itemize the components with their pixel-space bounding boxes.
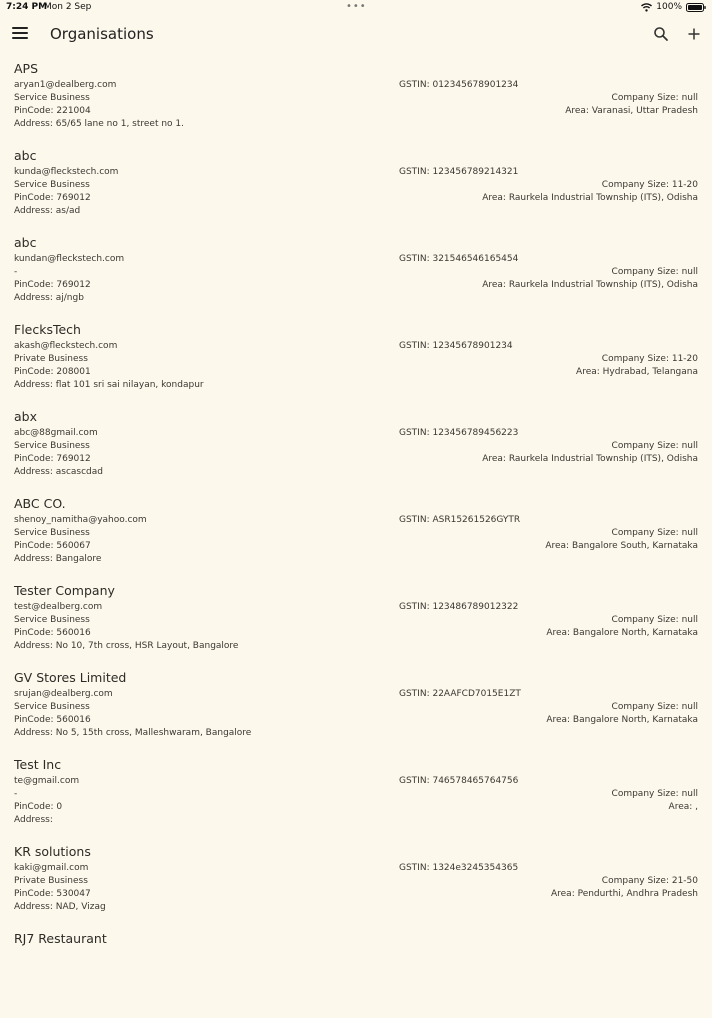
organisation-area: Area: Raurkela Industrial Township (ITS), Odisha — [482, 280, 698, 290]
organisation-area: Area: Raurkela Industrial Township (ITS), Odisha — [482, 454, 698, 464]
organisation-email: kunda@fleckstech.com — [14, 167, 119, 177]
organisation-company-size: Company Size: null — [611, 267, 698, 277]
organisation-pincode: PinCode: 0 — [14, 802, 63, 812]
organisation-email: aryan1@dealberg.com — [14, 80, 117, 90]
organisation-business-type: Service Business — [14, 93, 90, 103]
organisation-gstin: GSTIN: 123486789012322 — [399, 602, 519, 612]
menu-icon[interactable] — [12, 27, 28, 41]
organisation-company-size: Company Size: null — [611, 93, 698, 103]
organisation-gstin: GSTIN: ASR15261526GYTR — [399, 515, 521, 525]
organisation-area: Area: Raurkela Industrial Township (ITS), Odisha — [482, 193, 698, 203]
organisation-name: KR solutions — [14, 844, 91, 859]
organisation-area: Area: Bangalore South, Karnataka — [545, 541, 698, 551]
organisation-gstin: GSTIN: 12345678901234 — [399, 341, 513, 351]
organisation-name: Test Inc — [14, 757, 62, 772]
organisation-company-size: Company Size: 21-50 — [601, 876, 698, 886]
organisation-company-size: Company Size: 11-20 — [601, 354, 698, 364]
organisation-area: Area: , — [668, 802, 698, 812]
organisation-address: Address: ascascdad — [14, 467, 103, 477]
battery-icon — [686, 3, 706, 12]
organisation-email: te@gmail.com — [14, 776, 80, 786]
organisation-name: RJ7 Restaurant — [14, 931, 107, 946]
organisation-email: srujan@dealberg.com — [14, 689, 113, 699]
organisation-name: ABC CO. — [14, 496, 66, 511]
organisation-business-type: Private Business — [14, 354, 88, 364]
organisation-address: Address: flat 101 sri sai nilayan, kondapur — [14, 380, 204, 390]
organisation-area: Area: Bangalore North, Karnataka — [546, 628, 698, 638]
organisation-address: Address: 65/65 lane no 1, street no 1. — [14, 119, 185, 129]
organisation-company-size: Company Size: null — [611, 528, 698, 538]
organisation-card[interactable] — [0, 670, 712, 757]
organisation-company-size: Company Size: null — [611, 789, 698, 799]
page-title: Organisations — [50, 25, 154, 43]
organisation-area: Area: Hydrabad, Telangana — [576, 367, 698, 377]
organisation-gstin: GSTIN: 321546546165454 — [399, 254, 519, 264]
organisation-pincode: PinCode: 560016 — [14, 628, 91, 638]
organisation-card[interactable] — [0, 409, 712, 496]
organisation-pincode: PinCode: 221004 — [14, 106, 91, 116]
status-date: Mon 2 Sep — [44, 2, 92, 12]
organisation-pincode: PinCode: 769012 — [14, 193, 91, 203]
organisation-pincode: PinCode: 769012 — [14, 280, 91, 290]
organisation-card[interactable] — [0, 757, 712, 844]
organisation-company-size: Company Size: null — [611, 615, 698, 625]
organisation-address: Address: No 5, 15th cross, Malleshwaram, Bangalore — [14, 728, 252, 738]
organisation-business-type: Service Business — [14, 702, 90, 712]
organisation-business-type: - — [14, 267, 18, 277]
organisation-name: FlecksTech — [14, 322, 81, 337]
organisation-email: abc@88gmail.com — [14, 428, 98, 438]
organisation-card[interactable] — [0, 61, 712, 148]
organisation-company-size: Company Size: null — [611, 441, 698, 451]
organisation-list — [0, 61, 712, 1018]
add-icon[interactable] — [686, 26, 702, 42]
organisation-pincode: PinCode: 769012 — [14, 454, 91, 464]
organisation-business-type: Service Business — [14, 441, 90, 451]
organisation-address: Address: — [14, 815, 53, 825]
organisation-pincode: PinCode: 208001 — [14, 367, 91, 377]
organisation-address: Address: as/ad — [14, 206, 81, 216]
organisation-business-type: Service Business — [14, 180, 90, 190]
organisation-card[interactable] — [0, 496, 712, 583]
organisation-company-size: Company Size: null — [611, 702, 698, 712]
organisation-company-size: Company Size: 11-20 — [601, 180, 698, 190]
organisation-card[interactable] — [0, 235, 712, 322]
status-bar — [0, 0, 712, 14]
organisation-address: Address: aj/ngb — [14, 293, 84, 303]
organisation-business-type: Service Business — [14, 528, 90, 538]
organisation-area: Area: Bangalore North, Karnataka — [546, 715, 698, 725]
organisation-card[interactable] — [0, 844, 712, 931]
organisation-name: abx — [14, 409, 37, 424]
organisation-address: Address: Bangalore — [14, 554, 102, 564]
organisation-card[interactable] — [0, 148, 712, 235]
organisation-gstin: GSTIN: 22AAFCD7015E1ZT — [399, 689, 521, 699]
organisation-name: abc — [14, 148, 37, 163]
battery-percent: 100% — [656, 2, 682, 12]
organisation-card[interactable] — [0, 583, 712, 670]
app-bar — [0, 18, 712, 52]
organisation-business-type: Private Business — [14, 876, 88, 886]
multitasking-dots[interactable]: ••• — [346, 1, 367, 12]
status-time: 7:24 PM — [6, 2, 48, 12]
organisation-name: GV Stores Limited — [14, 670, 127, 685]
organisation-email: shenoy_namitha@yahoo.com — [14, 515, 147, 525]
organisation-business-type: Service Business — [14, 615, 90, 625]
organisation-gstin: GSTIN: 123456789456223 — [399, 428, 519, 438]
organisation-pincode: PinCode: 530047 — [14, 889, 91, 899]
organisation-gstin: GSTIN: 012345678901234 — [399, 80, 519, 90]
organisation-email: akash@fleckstech.com — [14, 341, 118, 351]
organisation-card[interactable] — [0, 931, 712, 1018]
organisation-area: Area: Varanasi, Uttar Pradesh — [565, 106, 698, 116]
organisation-business-type: - — [14, 789, 18, 799]
organisation-gstin: GSTIN: 123456789214321 — [399, 167, 519, 177]
organisation-gstin: GSTIN: 746578465764756 — [399, 776, 519, 786]
organisation-pincode: PinCode: 560067 — [14, 541, 91, 551]
organisation-name: Tester Company — [14, 583, 115, 598]
organisation-email: kundan@fleckstech.com — [14, 254, 125, 264]
search-icon[interactable] — [653, 26, 669, 42]
organisation-card[interactable] — [0, 322, 712, 409]
organisation-name: abc — [14, 235, 37, 250]
organisation-area: Area: Pendurthi, Andhra Pradesh — [550, 889, 698, 899]
organisation-email: kaki@gmail.com — [14, 863, 89, 873]
organisation-pincode: PinCode: 560016 — [14, 715, 91, 725]
organisation-name: APS — [14, 61, 39, 76]
wifi-icon — [641, 3, 652, 12]
status-indicators — [641, 2, 706, 12]
organisation-gstin: GSTIN: 1324e3245354365 — [399, 863, 519, 873]
organisation-address: Address: No 10, 7th cross, HSR Layout, Bangalore — [14, 641, 239, 651]
organisation-address: Address: NAD, Vizag — [14, 902, 106, 912]
organisation-email: test@dealberg.com — [14, 602, 103, 612]
